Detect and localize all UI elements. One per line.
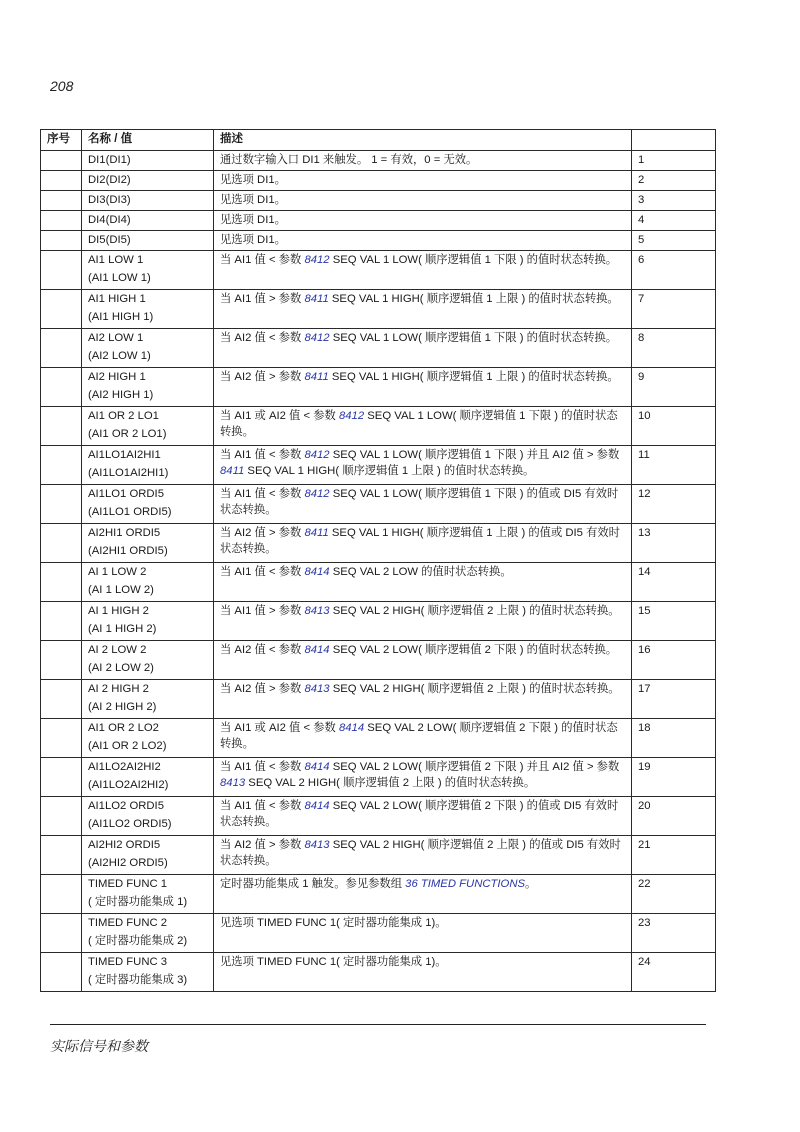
description-text: SEQ VAL 2 HIGH( 顺序逻辑值 2 上限 ) 的值时状态转换。 bbox=[245, 777, 536, 789]
description-text: 。 bbox=[525, 878, 537, 890]
description-text: SEQ VAL 2 LOW( 顺序逻辑值 2 下限 ) 的值时状态转换。 bbox=[220, 722, 618, 750]
value-cell: 3 bbox=[632, 191, 716, 211]
table-row bbox=[41, 211, 716, 231]
parameter-reference: 8412 bbox=[304, 332, 330, 344]
description-text: SEQ VAL 1 HIGH( 顺序逻辑值 1 上限 ) 的值时状态转换。 bbox=[244, 465, 535, 477]
table-row bbox=[41, 719, 716, 758]
description-text: 当 AI1 值 < 参数 bbox=[220, 254, 305, 266]
table-row bbox=[41, 641, 716, 680]
option-name: DI2(DI2) bbox=[88, 174, 131, 186]
seq-cell bbox=[41, 446, 82, 485]
parameter-reference: 36 TIMED FUNCTIONS bbox=[405, 878, 526, 890]
value-cell: 14 bbox=[632, 563, 716, 602]
option-name-alias: (AI1 LOW 1) bbox=[88, 272, 151, 284]
table-row bbox=[41, 368, 716, 407]
table-row bbox=[41, 836, 716, 875]
option-name: DI3(DI3) bbox=[88, 194, 131, 206]
parameter-table bbox=[40, 129, 716, 992]
parameter-reference: 8414 bbox=[338, 722, 365, 734]
name-cell bbox=[82, 407, 214, 446]
value-cell: 9 bbox=[632, 368, 716, 407]
option-name: AI1 OR 2 LO1 bbox=[88, 410, 159, 422]
option-name: AI1 OR 2 LO2 bbox=[88, 722, 159, 734]
value-cell: 23 bbox=[632, 914, 716, 953]
description-text: 当 AI1 或 AI2 值 < 参数 bbox=[220, 410, 339, 422]
parameter-reference: 8412 bbox=[304, 449, 330, 461]
value-cell: 6 bbox=[632, 251, 716, 290]
description-text: SEQ VAL 2 HIGH( 顺序逻辑值 2 上限 ) 的值时状态转换。 bbox=[329, 683, 620, 695]
name-cell bbox=[82, 251, 214, 290]
description-text: SEQ VAL 1 LOW( 顺序逻辑值 1 下限 ) 的值时状态转换。 bbox=[329, 254, 618, 266]
description-cell bbox=[214, 485, 632, 524]
name-cell bbox=[82, 368, 214, 407]
header-name: 名称 / 值 bbox=[82, 130, 214, 151]
description-text: SEQ VAL 2 LOW 的值时状态转换。 bbox=[329, 566, 512, 578]
option-name: AI1LO2 ORDI5 bbox=[88, 800, 164, 812]
description-cell bbox=[214, 641, 632, 680]
option-name: AI2HI2 ORDI5 bbox=[88, 839, 161, 851]
seq-cell bbox=[41, 914, 82, 953]
name-cell bbox=[82, 797, 214, 836]
option-name: TIMED FUNC 2 bbox=[88, 917, 168, 929]
name-cell bbox=[82, 524, 214, 563]
value-cell: 17 bbox=[632, 680, 716, 719]
description-cell bbox=[214, 251, 632, 290]
seq-cell bbox=[41, 797, 82, 836]
seq-cell bbox=[41, 563, 82, 602]
option-name-alias: (AI2 LOW 1) bbox=[88, 350, 151, 362]
description-text: 见选项 DI1。 bbox=[220, 214, 286, 226]
description-text: 当 AI2 值 > 参数 bbox=[220, 371, 305, 383]
parameter-reference: 8411 bbox=[220, 465, 245, 477]
name-cell bbox=[82, 329, 214, 368]
description-text: SEQ VAL 1 HIGH( 顺序逻辑值 1 上限 ) 的值时状态转换。 bbox=[328, 293, 619, 305]
option-name: TIMED FUNC 3 bbox=[88, 956, 168, 968]
description-text: SEQ VAL 1 LOW( 顺序逻辑值 1 下限 ) 的值时状态转换。 bbox=[329, 332, 618, 344]
value-cell: 11 bbox=[632, 446, 716, 485]
name-cell bbox=[82, 485, 214, 524]
description-cell bbox=[214, 758, 632, 797]
description-text: SEQ VAL 2 HIGH( 顺序逻辑值 2 上限 ) 的值时状态转换。 bbox=[329, 605, 620, 617]
description-cell bbox=[214, 151, 632, 171]
description-cell bbox=[214, 953, 632, 992]
name-cell bbox=[82, 914, 214, 953]
table-body bbox=[41, 151, 716, 992]
parameter-reference: 8411 bbox=[304, 371, 329, 383]
description-text: 当 AI2 值 < 参数 bbox=[220, 332, 305, 344]
value-cell: 22 bbox=[632, 875, 716, 914]
seq-cell bbox=[41, 231, 82, 251]
seq-cell bbox=[41, 953, 82, 992]
description-cell bbox=[214, 231, 632, 251]
name-cell bbox=[82, 171, 214, 191]
seq-cell bbox=[41, 171, 82, 191]
description-text: SEQ VAL 1 LOW( 顺序逻辑值 1 下限 ) 的值时状态转换。 bbox=[220, 410, 618, 438]
option-name-alias: ( 定时器功能集成 2) bbox=[88, 935, 188, 947]
description-cell bbox=[214, 797, 632, 836]
description-text: 当 AI2 值 > 参数 bbox=[220, 683, 305, 695]
seq-cell bbox=[41, 329, 82, 368]
option-name-alias: (AI1 OR 2 LO2) bbox=[88, 740, 167, 752]
header-description: 描述 bbox=[214, 130, 632, 151]
description-cell bbox=[214, 914, 632, 953]
value-cell: 21 bbox=[632, 836, 716, 875]
parameter-reference: 8414 bbox=[304, 761, 330, 773]
value-cell: 13 bbox=[632, 524, 716, 563]
description-text: 当 AI1 值 < 参数 bbox=[220, 449, 305, 461]
option-name-alias: (AI2HI2 ORDI5) bbox=[88, 857, 168, 869]
name-cell bbox=[82, 836, 214, 875]
value-cell: 10 bbox=[632, 407, 716, 446]
page-number: 208 bbox=[50, 78, 74, 94]
seq-cell bbox=[41, 602, 82, 641]
table-row bbox=[41, 953, 716, 992]
description-text: 见选项 TIMED FUNC 1( 定时器功能集成 1)。 bbox=[220, 956, 447, 968]
seq-cell bbox=[41, 151, 82, 171]
option-name-alias: (AI 2 HIGH 2) bbox=[88, 701, 157, 713]
parameter-reference: 8414 bbox=[304, 566, 330, 578]
option-name: AI2HI1 ORDI5 bbox=[88, 527, 161, 539]
option-name-alias: (AI1LO2 ORDI5) bbox=[88, 818, 172, 830]
description-text: 定时器功能集成 1 触发。参见参数组 bbox=[220, 878, 406, 890]
description-cell bbox=[214, 680, 632, 719]
parameter-reference: 8412 bbox=[304, 488, 330, 500]
value-cell: 2 bbox=[632, 171, 716, 191]
parameter-reference: 8412 bbox=[338, 410, 365, 422]
description-cell bbox=[214, 211, 632, 231]
header-value bbox=[632, 130, 716, 151]
name-cell bbox=[82, 151, 214, 171]
value-cell: 4 bbox=[632, 211, 716, 231]
description-cell bbox=[214, 602, 632, 641]
name-cell bbox=[82, 602, 214, 641]
description-text: 当 AI1 值 < 参数 bbox=[220, 761, 305, 773]
seq-cell bbox=[41, 641, 82, 680]
value-cell: 16 bbox=[632, 641, 716, 680]
description-text: 当 AI2 值 < 参数 bbox=[220, 644, 305, 656]
value-cell: 18 bbox=[632, 719, 716, 758]
table-row bbox=[41, 251, 716, 290]
description-cell bbox=[214, 329, 632, 368]
footer-divider bbox=[50, 1024, 706, 1025]
parameter-reference: 8413 bbox=[304, 839, 330, 851]
name-cell bbox=[82, 446, 214, 485]
description-text: SEQ VAL 2 LOW( 顺序逻辑值 2 下限 ) 的值或 DI5 有效时状态转换。 bbox=[220, 800, 619, 828]
description-text: SEQ VAL 1 HIGH( 顺序逻辑值 1 上限 ) 的值或 DI5 有效时状态转换。 bbox=[220, 527, 620, 555]
seq-cell bbox=[41, 875, 82, 914]
seq-cell bbox=[41, 407, 82, 446]
name-cell bbox=[82, 290, 214, 329]
name-cell bbox=[82, 953, 214, 992]
description-text: SEQ VAL 1 LOW( 顺序逻辑值 1 下限 ) 并且 AI2 值 > 参数 bbox=[329, 449, 620, 461]
option-name-alias: (AI 1 HIGH 2) bbox=[88, 623, 157, 635]
option-name-alias: (AI 1 LOW 2) bbox=[88, 584, 154, 596]
table-row bbox=[41, 797, 716, 836]
option-name: DI5(DI5) bbox=[88, 234, 131, 246]
description-text: SEQ VAL 1 HIGH( 顺序逻辑值 1 上限 ) 的值时状态转换。 bbox=[328, 371, 619, 383]
seq-cell bbox=[41, 524, 82, 563]
name-cell bbox=[82, 191, 214, 211]
table-row bbox=[41, 191, 716, 211]
name-cell bbox=[82, 758, 214, 797]
description-cell bbox=[214, 524, 632, 563]
description-cell bbox=[214, 563, 632, 602]
name-cell bbox=[82, 641, 214, 680]
parameter-reference: 8411 bbox=[304, 293, 329, 305]
description-text: 当 AI2 值 > 参数 bbox=[220, 527, 305, 539]
table-row bbox=[41, 485, 716, 524]
description-cell bbox=[214, 836, 632, 875]
option-name: AI 1 LOW 2 bbox=[88, 566, 147, 578]
value-cell: 12 bbox=[632, 485, 716, 524]
description-text: SEQ VAL 2 LOW( 顺序逻辑值 2 下限 ) 并且 AI2 值 > 参数 bbox=[329, 761, 620, 773]
option-name: AI1LO1AI2HI1 bbox=[88, 449, 161, 461]
option-name: DI4(DI4) bbox=[88, 214, 131, 226]
seq-cell bbox=[41, 251, 82, 290]
table-row bbox=[41, 231, 716, 251]
option-name-alias: ( 定时器功能集成 3) bbox=[88, 974, 188, 986]
table-row bbox=[41, 914, 716, 953]
table-row bbox=[41, 446, 716, 485]
parameter-reference: 8414 bbox=[304, 644, 330, 656]
description-cell bbox=[214, 875, 632, 914]
parameter-reference: 8413 bbox=[304, 605, 330, 617]
table-row bbox=[41, 602, 716, 641]
seq-cell bbox=[41, 368, 82, 407]
parameter-reference: 8411 bbox=[304, 527, 329, 539]
option-name: AI2 LOW 1 bbox=[88, 332, 144, 344]
option-name-alias: ( 定时器功能集成 1) bbox=[88, 896, 188, 908]
description-text: 通过数字输入口 DI1 来触发。 1 = 有效，0 = 无效。 bbox=[220, 154, 478, 166]
description-text: 当 AI1 值 < 参数 bbox=[220, 488, 305, 500]
value-cell: 15 bbox=[632, 602, 716, 641]
description-cell bbox=[214, 191, 632, 211]
table-row bbox=[41, 290, 716, 329]
description-cell bbox=[214, 290, 632, 329]
parameter-reference: 8414 bbox=[304, 800, 330, 812]
option-name: AI 2 LOW 2 bbox=[88, 644, 147, 656]
seq-cell bbox=[41, 290, 82, 329]
table-row bbox=[41, 563, 716, 602]
header-seq: 序号 bbox=[41, 130, 82, 151]
option-name: AI1LO2AI2HI2 bbox=[88, 761, 161, 773]
value-cell: 24 bbox=[632, 953, 716, 992]
description-text: 见选项 DI1。 bbox=[220, 234, 286, 246]
name-cell bbox=[82, 680, 214, 719]
value-cell: 19 bbox=[632, 758, 716, 797]
description-text: 见选项 DI1。 bbox=[220, 174, 286, 186]
option-name: AI 1 HIGH 2 bbox=[88, 605, 149, 617]
description-text: 当 AI1 或 AI2 值 < 参数 bbox=[220, 722, 339, 734]
seq-cell bbox=[41, 680, 82, 719]
option-name-alias: (AI2HI1 ORDI5) bbox=[88, 545, 168, 557]
option-name: DI1(DI1) bbox=[88, 154, 131, 166]
table-row bbox=[41, 171, 716, 191]
name-cell bbox=[82, 231, 214, 251]
name-cell bbox=[82, 719, 214, 758]
seq-cell bbox=[41, 191, 82, 211]
description-text: 当 AI1 值 < 参数 bbox=[220, 800, 305, 812]
option-name: AI1LO1 ORDI5 bbox=[88, 488, 164, 500]
option-name: TIMED FUNC 1 bbox=[88, 878, 168, 890]
option-name: AI 2 HIGH 2 bbox=[88, 683, 149, 695]
description-text: 见选项 TIMED FUNC 1( 定时器功能集成 1)。 bbox=[220, 917, 447, 929]
description-cell bbox=[214, 719, 632, 758]
option-name-alias: (AI1LO1 ORDI5) bbox=[88, 506, 172, 518]
description-cell bbox=[214, 171, 632, 191]
description-text: SEQ VAL 2 HIGH( 顺序逻辑值 2 上限 ) 的值或 DI5 有效时状态转换。 bbox=[220, 839, 621, 867]
description-text: 见选项 DI1。 bbox=[220, 194, 286, 206]
parameter-reference: 8413 bbox=[220, 777, 246, 789]
name-cell bbox=[82, 211, 214, 231]
option-name-alias: (AI1 HIGH 1) bbox=[88, 311, 154, 323]
value-cell: 1 bbox=[632, 151, 716, 171]
description-text: 当 AI2 值 > 参数 bbox=[220, 839, 305, 851]
description-text: 当 AI1 值 > 参数 bbox=[220, 293, 305, 305]
name-cell bbox=[82, 875, 214, 914]
seq-cell bbox=[41, 719, 82, 758]
option-name-alias: (AI1LO1AI2HI1) bbox=[88, 467, 169, 479]
option-name-alias: (AI 2 LOW 2) bbox=[88, 662, 154, 674]
value-cell: 20 bbox=[632, 797, 716, 836]
description-text: 当 AI1 值 > 参数 bbox=[220, 605, 305, 617]
table-row bbox=[41, 329, 716, 368]
description-cell bbox=[214, 368, 632, 407]
option-name-alias: (AI2 HIGH 1) bbox=[88, 389, 154, 401]
option-name: AI1 LOW 1 bbox=[88, 254, 144, 266]
table-row bbox=[41, 758, 716, 797]
table-row bbox=[41, 875, 716, 914]
description-text: SEQ VAL 2 LOW( 顺序逻辑值 2 下限 ) 的值时状态转换。 bbox=[329, 644, 618, 656]
table-row bbox=[41, 524, 716, 563]
table-row bbox=[41, 407, 716, 446]
option-name: AI1 HIGH 1 bbox=[88, 293, 146, 305]
value-cell: 7 bbox=[632, 290, 716, 329]
description-cell bbox=[214, 407, 632, 446]
option-name: AI2 HIGH 1 bbox=[88, 371, 146, 383]
table-row bbox=[41, 151, 716, 171]
table-row bbox=[41, 680, 716, 719]
parameter-reference: 8413 bbox=[304, 683, 330, 695]
seq-cell bbox=[41, 758, 82, 797]
option-name-alias: (AI1LO2AI2HI2) bbox=[88, 779, 169, 791]
seq-cell bbox=[41, 485, 82, 524]
name-cell bbox=[82, 563, 214, 602]
value-cell: 8 bbox=[632, 329, 716, 368]
table-header-row bbox=[41, 130, 716, 151]
parameter-reference: 8412 bbox=[304, 254, 330, 266]
seq-cell bbox=[41, 836, 82, 875]
option-name-alias: (AI1 OR 2 LO1) bbox=[88, 428, 167, 440]
value-cell: 5 bbox=[632, 231, 716, 251]
description-text: 当 AI1 值 < 参数 bbox=[220, 566, 305, 578]
footer-section-title: 实际信号和参数 bbox=[50, 1038, 148, 1054]
description-text: SEQ VAL 1 LOW( 顺序逻辑值 1 下限 ) 的值或 DI5 有效时状态转换。 bbox=[220, 488, 619, 516]
seq-cell bbox=[41, 211, 82, 231]
description-cell bbox=[214, 446, 632, 485]
